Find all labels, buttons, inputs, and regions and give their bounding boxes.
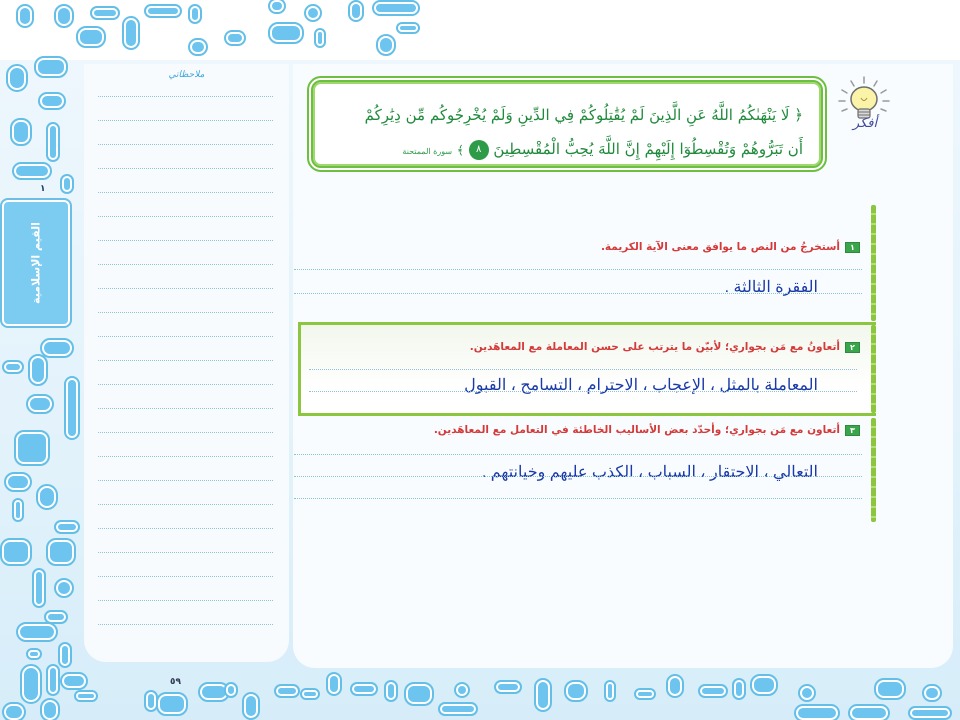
tile: [62, 674, 86, 688]
page-number: ٥٩: [170, 677, 181, 687]
tile: [636, 690, 654, 698]
tile: [42, 700, 58, 720]
tile: [398, 24, 418, 32]
tile: [244, 694, 258, 718]
note-line[interactable]: [98, 576, 273, 577]
tile: [226, 32, 244, 44]
tile: [350, 2, 362, 20]
ayah-number-badge: ٨: [469, 140, 489, 160]
exercise-prompt-text: أتعاون مع مَن بجواري؛ وأحدّد بعض الأساليب الخاطئة في التعامل مع المعاهَدين.: [433, 424, 840, 436]
tile: [440, 704, 476, 714]
exercise-1: [294, 205, 876, 321]
tile: [200, 684, 228, 700]
tile: [4, 362, 22, 372]
tile: [668, 676, 682, 696]
exercise-answer[interactable]: المعاملة بالمثل ، الإعجاب ، الاحترام ، التسامح ، القبول: [464, 377, 818, 394]
tile: [146, 6, 180, 16]
note-line[interactable]: [98, 384, 273, 385]
exercise-3: [294, 418, 876, 522]
verse-line-2: [331, 132, 803, 169]
answer-line[interactable]: [294, 476, 862, 477]
tile: [374, 2, 418, 14]
answer-line[interactable]: [309, 391, 857, 392]
tile: [146, 692, 156, 710]
note-line[interactable]: [98, 96, 273, 97]
verse-line-2-text: أَن تَبَرُّوهُمْ وَتُقْسِطُوٓا إِلَيْهِمْ إِنَّ اللَّهَ يُحِبُّ الْمُقْسِطِينَ: [493, 140, 803, 158]
tile: [46, 612, 66, 622]
tile: [378, 36, 394, 54]
notes-title: ملاحظاتي: [168, 70, 205, 80]
note-line[interactable]: [98, 288, 273, 289]
note-line[interactable]: [98, 600, 273, 601]
note-line[interactable]: [98, 168, 273, 169]
tile: [316, 30, 324, 46]
tile: [306, 6, 320, 20]
note-line[interactable]: [98, 504, 273, 505]
exercise-prompt-text: أتعاونُ مع مَن بجواري؛ لأبيّن ما يترتب على حسن المعاملة مع المعاهَدين.: [469, 341, 840, 353]
tile: [190, 6, 200, 22]
tile: [14, 500, 22, 520]
tile: [18, 6, 32, 26]
note-line[interactable]: [98, 624, 273, 625]
verse-close-mark: ﴾: [456, 143, 464, 157]
tile: [78, 28, 104, 46]
tile: [28, 396, 52, 412]
tile: [22, 666, 40, 702]
tile: [566, 682, 586, 700]
note-line[interactable]: [98, 552, 273, 553]
tile: [56, 6, 72, 26]
note-line[interactable]: [98, 408, 273, 409]
tile: [28, 650, 40, 658]
tile: [2, 540, 30, 564]
exercise-prompt: [601, 241, 860, 253]
tile: [190, 40, 206, 54]
note-line[interactable]: [98, 360, 273, 361]
tile: [6, 474, 30, 490]
note-line[interactable]: [98, 312, 273, 313]
tile: [700, 686, 726, 696]
tile: [386, 682, 396, 700]
tile: [850, 706, 888, 720]
unit-number: ١: [40, 184, 46, 194]
tile: [302, 690, 318, 698]
surah-name: سورة الممتحنة: [402, 147, 453, 156]
tile: [56, 522, 78, 532]
tile: [62, 176, 72, 192]
tile: [48, 540, 74, 564]
tile: [328, 674, 340, 694]
answer-line[interactable]: [309, 369, 857, 370]
exercise-prompt: [434, 424, 860, 436]
tile: [276, 686, 298, 696]
tile: [48, 124, 58, 160]
exercise-answer[interactable]: الفقرة الثالثة .: [724, 279, 818, 296]
exercise-frame: [871, 325, 876, 413]
exercise-number-badge: ٢: [845, 342, 860, 353]
section-side-tab: [2, 200, 70, 326]
tile: [16, 432, 48, 464]
tile: [352, 684, 376, 694]
notes-panel: [84, 64, 289, 662]
answer-line[interactable]: [294, 498, 862, 499]
answer-line[interactable]: [294, 269, 862, 270]
tile: [36, 58, 66, 76]
note-line[interactable]: [98, 120, 273, 121]
note-line[interactable]: [98, 336, 273, 337]
verse-line-1: ﴿ لَا يَنْهَىٰكُمُ اللَّهُ عَنِ الَّذِينَ لَمْ يُقَٰتِلُوكُمْ فِي الدِّينِ وَلَمْ يُخْرِجُوكُم مِّن دِيَٰرِكُمْ: [364, 106, 803, 124]
tile: [34, 570, 44, 606]
exercise-prompt: [470, 341, 860, 353]
side-tab-label: القيم الإسلامية: [29, 222, 43, 304]
note-line[interactable]: [98, 192, 273, 193]
note-line[interactable]: [98, 456, 273, 457]
tile: [876, 680, 904, 698]
tile: [14, 164, 50, 178]
tile: [38, 486, 56, 508]
exercise-2: [298, 322, 876, 416]
think-label: أفكر: [852, 116, 878, 131]
tile: [226, 684, 236, 696]
tile: [12, 120, 30, 144]
tile: [158, 694, 186, 714]
note-line[interactable]: [98, 432, 273, 433]
tile: [734, 680, 744, 698]
tile: [800, 686, 814, 700]
tile: [606, 682, 614, 700]
tile: [76, 692, 96, 700]
tile: [42, 340, 72, 356]
note-line[interactable]: [98, 144, 273, 145]
tile: [924, 686, 940, 700]
tile: [910, 708, 950, 718]
tile: [48, 666, 58, 694]
note-line[interactable]: [98, 240, 273, 241]
note-line[interactable]: [98, 480, 273, 481]
tile: [496, 682, 520, 692]
tile: [124, 18, 138, 48]
tile: [536, 680, 550, 710]
quran-verse-frame: [307, 76, 827, 172]
tile: [60, 644, 70, 666]
note-line[interactable]: [98, 528, 273, 529]
answer-line[interactable]: [294, 454, 862, 455]
exercise-prompt-text: أستخرجُ من النص ما يوافق معنى الآية الكريمة.: [600, 241, 840, 253]
tile: [456, 684, 468, 696]
tile: [18, 624, 56, 640]
note-line[interactable]: [98, 216, 273, 217]
tile: [752, 676, 776, 694]
exercise-number-badge: ٣: [845, 425, 860, 436]
tile: [8, 66, 26, 90]
tile: [56, 580, 72, 596]
tile: [270, 0, 284, 12]
tile: [796, 706, 838, 720]
exercise-number-badge: ١: [845, 242, 860, 253]
tile: [270, 24, 302, 42]
tile: [4, 704, 24, 720]
tile: [92, 8, 118, 18]
tile: [406, 684, 432, 704]
answer-line[interactable]: [294, 293, 862, 294]
tile: [66, 378, 78, 438]
note-line[interactable]: [98, 264, 273, 265]
exercise-answer[interactable]: التعالي ، الاحتقار ، السباب ، الكذب عليهم وخيانتهم .: [481, 464, 818, 481]
tile: [30, 356, 46, 384]
exercise-frame: [871, 418, 876, 522]
exercise-frame: [871, 205, 876, 321]
tile: [40, 94, 64, 108]
